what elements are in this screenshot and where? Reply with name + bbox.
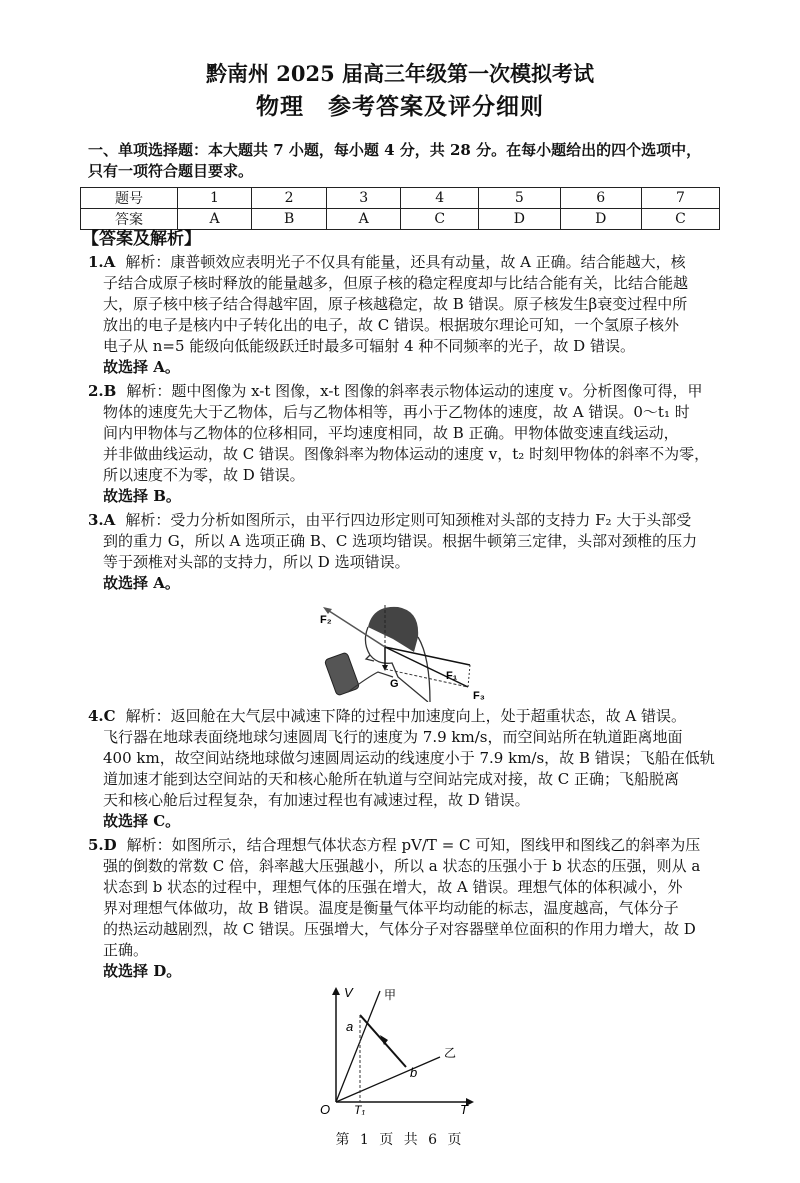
section-line: 一、单项选择题：本大题共 7 小题，每小题 4 分，共 28 分。在每小题给出的四个选项中， [88, 141, 702, 159]
force-diagram-figure [318, 597, 488, 702]
document-subtitle: 物理 参考答案及评分细则 [256, 93, 544, 120]
line-text: 界对理想气体做功，故 B 错误。温度是衡量气体平均动能的标志，温度越高，气体分子 [103, 899, 679, 917]
question-number: 2.B [88, 382, 117, 400]
document-title: 黔南州 2025 届高三年级第一次模拟考试 [205, 61, 595, 86]
answers-header: 【答案及解析】 [82, 229, 201, 249]
answer-cell: D [560, 209, 641, 230]
explanation-line [88, 444, 728, 465]
explanation-line [88, 465, 728, 486]
question-number-cell: 4 [401, 188, 479, 209]
question-explanation [88, 381, 728, 507]
explanations [0, 252, 800, 1119]
question-number: 5.D [88, 836, 117, 854]
v-axis-arrowhead [332, 987, 340, 995]
explanation-line [88, 294, 728, 315]
explanation-line [88, 381, 728, 402]
gravity-arrowhead [382, 665, 388, 671]
parallelogram-edge [468, 665, 470, 687]
line-text: 解析：康普顿效应表明光子不仅具有能量，还具有动量，故 A 正确。结合能越大，核 [125, 253, 686, 271]
row-label: 答案 [81, 209, 178, 230]
page-footer: 第 1 页 共 6 页 [335, 1132, 465, 1148]
line-text: 解析：如图所示，结合理想气体状态方程 pV/T = C 可知，图线甲和图线乙的斜率为压 [126, 836, 701, 854]
explanation-line [88, 877, 728, 898]
section-heading [88, 140, 728, 182]
explanation-line [88, 790, 728, 811]
line-text: 到的重力 G，所以 A 选项正确 B、C 选项均错误。根据牛顿第三定律，头部对颈椎的压力 [103, 532, 698, 550]
answer-cell: B [252, 209, 327, 230]
conclusion: 故选择 A。 [103, 358, 180, 376]
question-number-cell: 5 [479, 188, 560, 209]
line-text: 解析：返回舱在大气层中减速下降的过程中加速度向上，处于超重状态，故 A 错误。 [125, 707, 686, 725]
line-text: 正确。 [103, 941, 149, 959]
label-a: a [346, 1019, 354, 1034]
conclusion: 故选择 A。 [103, 574, 180, 592]
explanation-line [88, 510, 728, 531]
question-explanation [88, 706, 728, 832]
answer-cell: D [479, 209, 560, 230]
label-f1: F₁ [446, 670, 458, 682]
line-text: 解析：题中图像为 x-t 图像，x-t 图像的斜率表示物体运动的速度 v。分析图像可得，甲 [126, 382, 703, 400]
conclusion: 故选择 C。 [103, 812, 181, 830]
explanation-line [88, 919, 728, 940]
label-f2: F₂ [320, 614, 332, 626]
label-v: V [344, 985, 353, 1000]
line-text: 所以速度不为零，故 D 错误。 [103, 466, 305, 484]
table-row-numbers [81, 188, 720, 209]
label-g: G [390, 678, 399, 690]
line-text: 飞行器在地球表面绕地球匀速圆周飞行的速度为 7.9 km/s，而空间站所在轨道距离地面 [103, 728, 683, 746]
label-o: O [320, 1102, 331, 1115]
line-text: 并非做曲线运动，故 C 错误。图像斜率为物体运动的速度 v，t₂ 时刻甲物体的斜率不为零， [103, 445, 710, 463]
head-hair [368, 607, 418, 652]
question-explanation [88, 252, 728, 378]
line-text: 等于颈椎对头部的支持力，所以 D 选项错误。 [103, 553, 410, 571]
line-text: 物体的速度先大于乙物体，后与乙物体相等，再小于乙物体的速度，故 A 错误。0～t₁ 时 [103, 403, 690, 421]
line-text: 解析：受力分析如图所示，由平行四边形定则可知颈椎对头部的支持力 F₂ 大于头部受 [125, 511, 692, 529]
label-b: b [410, 1065, 418, 1080]
explanation-line [88, 402, 728, 423]
explanation-line [88, 315, 728, 336]
label-yi: 乙 [444, 1046, 457, 1060]
label-t1: T₁ [354, 1103, 366, 1115]
question-number: 1.A [88, 253, 116, 271]
question-number-cell: 3 [327, 188, 401, 209]
line-text: 天和核心舱后过程复杂，有加速过程也有减速过程，故 D 错误。 [103, 791, 530, 809]
explanation-line [88, 423, 728, 444]
label-t: T [460, 1102, 468, 1115]
label-f3: F₃ [473, 690, 485, 702]
f2-arrowhead [323, 607, 332, 614]
f1-arrow [385, 647, 470, 665]
question-number-cell: 2 [252, 188, 327, 209]
explanation-line [88, 856, 728, 877]
line-text: 道加速才能到达空间站的天和核心舱所在轨道与空间站完成对接，故 C 正确；飞船脱离 [103, 770, 680, 788]
question-number: 4.C [88, 707, 116, 725]
explanation-line [88, 940, 728, 961]
answer-cell: A [178, 209, 252, 230]
explanation-line [88, 252, 728, 273]
label-jia: 甲 [384, 988, 397, 1002]
explanation-line [88, 769, 728, 790]
question-explanation [88, 835, 728, 982]
question-number-cell: 7 [641, 188, 719, 209]
line-text: 间内甲物体与乙物体的位移相同，平均速度相同，故 B 正确。甲物体做变速直线运动， [103, 424, 679, 442]
explanation-line [88, 706, 728, 727]
conclusion: 故选择 D。 [103, 962, 182, 980]
answer-cell: A [327, 209, 401, 230]
line-text: 电子从 n=5 能级向低能级跃迁时最多可辐射 4 种不同频率的光子，故 D 错误。 [103, 337, 635, 355]
explanation-line [88, 531, 728, 552]
table-row-answers [81, 209, 720, 230]
explanation-line [88, 898, 728, 919]
line-text: 的热运动越剧烈，故 C 错误。压强增大，气体分子对容器壁单位面积的作用力增大，故 D [103, 920, 696, 938]
question-number: 3.A [88, 511, 116, 529]
explanation-line [88, 552, 728, 573]
line-text: 大，原子核中核子结合得越牢固，原子核越稳定，故 B 错误。原子核发生β衰变过程中所 [103, 295, 688, 313]
line-text: 子结合成原子核时释放的能量越多，但原子核的稳定程度却与比结合能有关，比结合能越 [103, 274, 689, 292]
line-text: 状态到 b 状态的过程中，理想气体的压强在增大，故 A 错误。理想气体的体积减小，外 [103, 878, 683, 896]
question-number-cell: 1 [178, 188, 252, 209]
question-number-cell: 6 [560, 188, 641, 209]
answer-cell: C [641, 209, 719, 230]
conclusion: 故选择 B。 [103, 487, 181, 505]
vt-graph-figure [310, 985, 480, 1115]
line-text: 放出的电子是核内中子转化出的电子，故 C 错误。根据玻尔理论可知，一个氢原子核外 [103, 316, 680, 334]
line-text: 强的倒数的常数 C 倍，斜率越大压强越小，所以 a 状态的压强小于 b 状态的压强，则从 a [103, 857, 701, 875]
explanation-line [88, 336, 728, 357]
explanation-line [88, 727, 728, 748]
row-label: 题号 [81, 188, 178, 209]
explanation-line [88, 273, 728, 294]
line-text: 400 km，故空间站绕地球做匀速圆周运动的线速度小于 7.9 km/s，故 B 错误；飞船在低轨 [103, 749, 715, 767]
question-explanation [88, 510, 728, 594]
answer-table [80, 187, 720, 230]
answer-cell: C [401, 209, 479, 230]
section-line: 只有一项符合题目要求。 [88, 162, 254, 180]
explanation-line [88, 835, 728, 856]
phone [324, 652, 360, 696]
neck-outline [418, 637, 430, 702]
explanation-line [88, 748, 728, 769]
